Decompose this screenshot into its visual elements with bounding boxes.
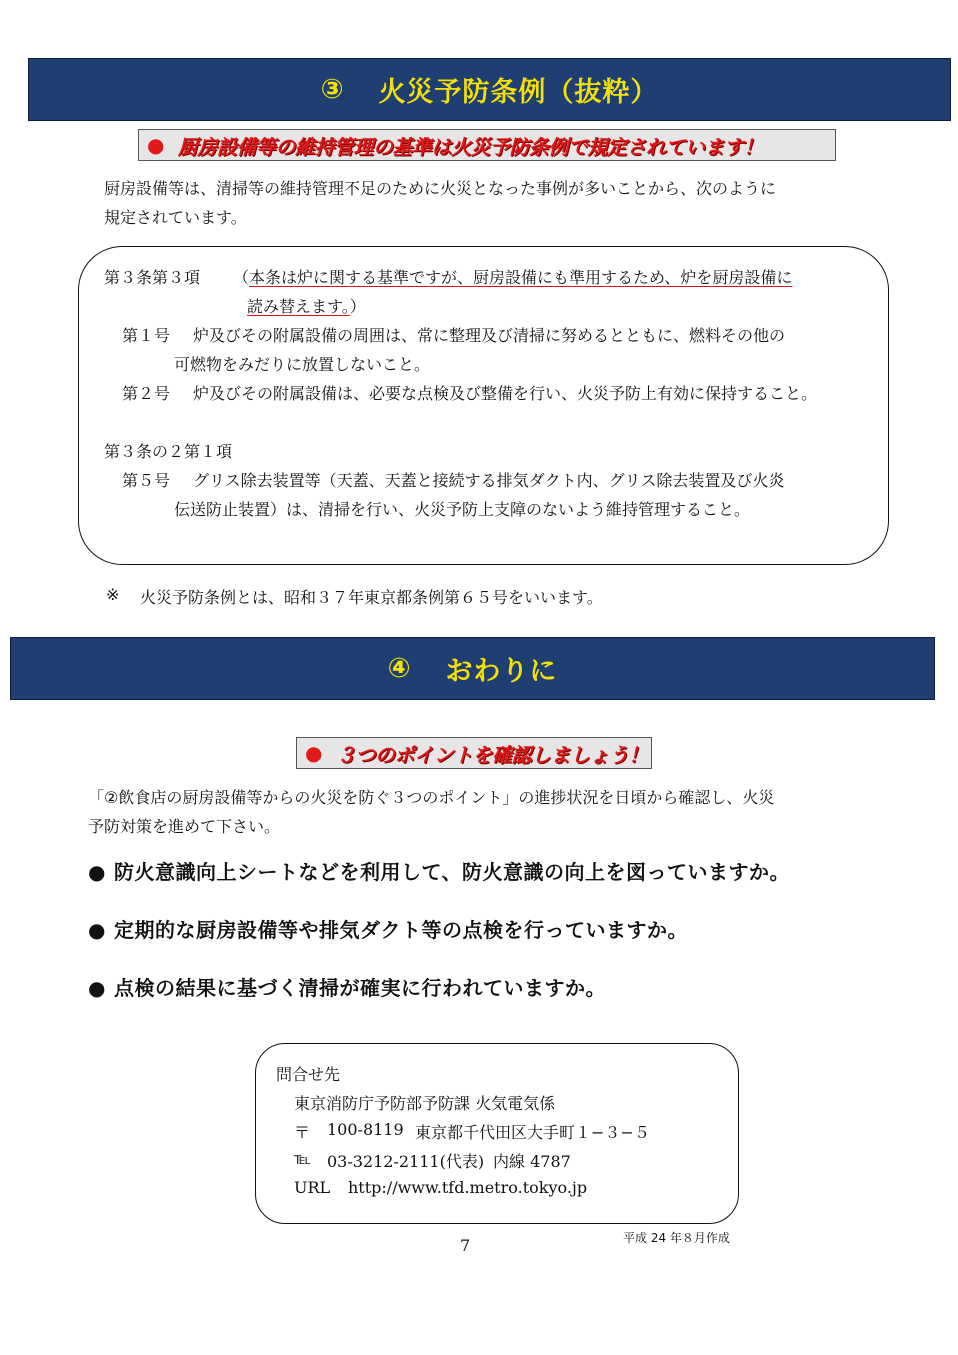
- article2-title: 第３条の２第１項: [104, 442, 233, 461]
- contact-heading: 問合せ先: [276, 1065, 341, 1084]
- section3-callout: [138, 129, 836, 161]
- section3-banner: [28, 58, 951, 121]
- footnote: 火災予防条例とは、昭和３７年東京都条例第６５号をいいます。: [140, 588, 603, 607]
- callout-bullet-icon: ●: [305, 741, 322, 765]
- url-label: URL: [294, 1178, 331, 1197]
- contact-address: 東京都千代田区大手町１−３−５: [415, 1123, 650, 1142]
- article1-note-text1: 本条は炉に関する基準ですが、厨房設備にも準用するため、炉を厨房設備に: [249, 268, 793, 287]
- point-1: [88, 856, 790, 885]
- point-3-text: 点検の結果に基づく清掃が確実に行われていますか。: [113, 976, 606, 1000]
- created-date: 平成 24 年８月作成: [623, 1231, 730, 1245]
- item1-line2: 可燃物をみだりに放置しないこと。: [174, 355, 431, 374]
- article1-note-close: ）: [349, 297, 366, 316]
- point-1-text: 防火意識向上シートなどを利用して、防火意識の向上を図っていますか。: [113, 860, 791, 884]
- postal-mark: 〒: [294, 1123, 311, 1142]
- section4-callout: [296, 737, 652, 769]
- contact-tel: 03-3212-2111(代表): [327, 1152, 485, 1171]
- contact-url[interactable]: http://www.tfd.metro.tokyo.jp: [348, 1178, 588, 1197]
- section4-intro-line2: 予防対策を進めて下さい。: [88, 817, 281, 836]
- item5-label: 第５号: [122, 471, 171, 490]
- section4-intro: [88, 783, 868, 841]
- section3-intro-line2: 規定されています。: [104, 208, 247, 227]
- postal-code: 100-8119: [327, 1120, 404, 1139]
- article1-note-text2: 読み替えます。: [247, 297, 350, 316]
- section3-intro-line1: 厨房設備等は、清掃等の維持管理不足のために火災となった事例が多いことから、次のように: [104, 179, 777, 198]
- section3-intro: [104, 174, 864, 232]
- section4-callout-text: ３つのポイントを確認しましょう！: [335, 742, 648, 767]
- section4-title: おわりに: [445, 656, 558, 687]
- article1-note-open: （: [233, 268, 250, 287]
- section3-number: ③: [320, 74, 345, 105]
- item5-line1: グリス除去装置等（天蓋、天蓋と接続する排気ダクト内、グリス除去装置及び火炎: [193, 471, 785, 490]
- item2-line1: 炉及びその附属設備は、必要な点検及び整備を行い、火災予防上有効に保持すること。: [193, 384, 818, 403]
- point-2-text: 定期的な厨房設備等や排気ダクト等の点検を行っていますか。: [113, 918, 688, 942]
- point-bullet-icon: ●: [88, 860, 106, 884]
- section4-banner: [10, 637, 935, 700]
- item1-line1: 炉及びその附属設備の周囲は、常に整理及び清掃に努めるとともに、燃料その他の: [193, 326, 786, 345]
- section4-number: ④: [387, 653, 412, 684]
- point-2: [88, 914, 688, 943]
- contact-ext: 内線 4787: [493, 1152, 571, 1171]
- contact-org: 東京消防庁予防部予防課 火気電気係: [294, 1094, 556, 1113]
- footnote-mark: ※: [106, 585, 120, 604]
- section3-callout-text: 厨房設備等の維持管理の基準は火災予防条例で規定されています！: [177, 134, 763, 159]
- page-number: 7: [460, 1236, 471, 1255]
- item1-label: 第１号: [122, 326, 171, 345]
- section3-title: 火災予防条例（抜粋）: [378, 77, 659, 108]
- point-bullet-icon: ●: [88, 918, 106, 942]
- article1-note-line1: [233, 265, 792, 288]
- callout-bullet-icon: ●: [147, 133, 164, 157]
- point-bullet-icon: ●: [88, 976, 106, 1000]
- point-3: [88, 972, 606, 1001]
- article1-title: 第３条第３項: [104, 268, 201, 287]
- tel-icon: ℡: [294, 1149, 312, 1168]
- section4-intro-line1: 「②飲食店の厨房設備等からの火災を防ぐ３つのポイント」の進捗状況を日頃から確認し、火災: [88, 788, 775, 807]
- item2-label: 第２号: [122, 384, 171, 403]
- item5-line2: 伝送防止装置）は、清掃を行い、火災予防上支障のないよう維持管理すること。: [174, 500, 751, 519]
- article1-note-line2: [247, 294, 366, 317]
